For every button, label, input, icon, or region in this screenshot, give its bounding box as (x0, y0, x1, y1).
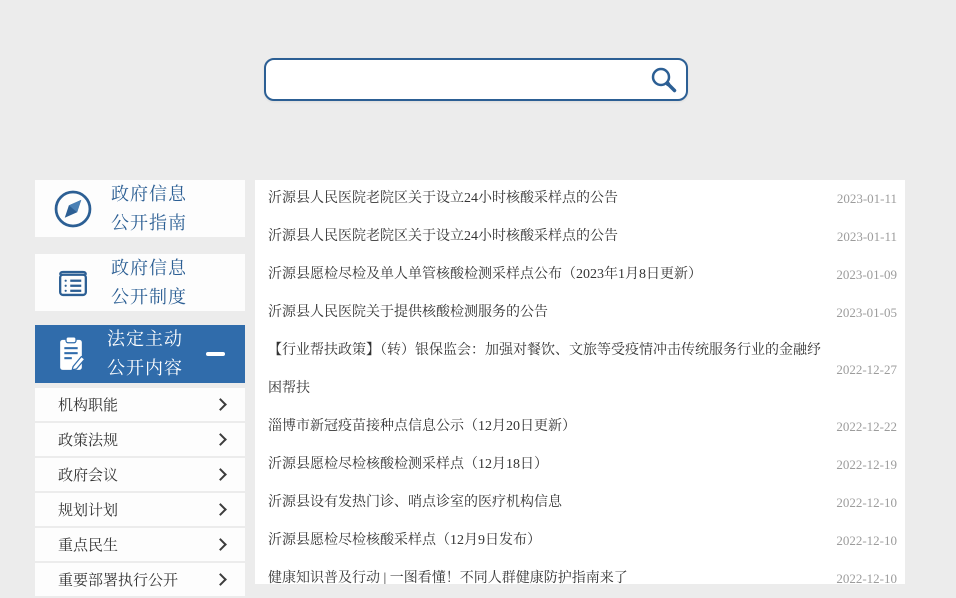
news-row (255, 294, 905, 332)
chevron-right-icon (214, 433, 227, 446)
news-title-link[interactable]: 健康知识普及行动 | 一图看懂！不同人群健康防护指南来了 (268, 571, 628, 584)
sidebar (35, 180, 245, 598)
sidebar-submenu-item[interactable] (35, 388, 245, 421)
news-date: 2023-01-05 (836, 305, 897, 320)
sidebar-submenu (35, 388, 245, 596)
news-row (255, 522, 905, 560)
sidebar-item-statutory-disclosure[interactable] (35, 325, 245, 383)
news-date: 2022-12-19 (836, 457, 897, 472)
news-row (255, 446, 905, 484)
sidebar-submenu-label: 政策法规 (58, 433, 119, 449)
search-button[interactable] (640, 60, 686, 99)
news-date: 2023-01-11 (836, 229, 897, 244)
news-date: 2022-12-22 (836, 419, 897, 434)
news-title-link[interactable]: 沂源县人民医院关于提供核酸检测服务的公告 (268, 305, 548, 320)
sidebar-submenu-item[interactable] (35, 528, 245, 561)
news-row (255, 408, 905, 446)
news-date: 2023-01-11 (836, 191, 897, 206)
sidebar-submenu-label: 重要部署执行公开 (58, 573, 179, 589)
news-date: 2022-12-10 (836, 571, 897, 584)
news-date: 2023-01-09 (836, 267, 897, 282)
compass-icon (51, 187, 95, 231)
sidebar-submenu-item[interactable] (35, 493, 245, 526)
sidebar-submenu-item[interactable] (35, 563, 245, 596)
news-row (255, 218, 905, 256)
news-date: 2022-12-10 (836, 495, 897, 510)
search-bar (264, 58, 688, 101)
sidebar-submenu-item[interactable] (35, 458, 245, 491)
news-title-link[interactable]: 沂源县愿检尽检及单人单管核酸检测采样点公布（2023年1月8日更新） (268, 267, 702, 282)
news-title-link[interactable]: 沂源县人民医院老院区关于设立24小时核酸采样点的公告 (268, 229, 618, 244)
news-date: 2022-12-27 (836, 362, 897, 377)
news-title-link[interactable]: 沂源县人民医院老院区关于设立24小时核酸采样点的公告 (268, 191, 618, 206)
news-row (255, 484, 905, 522)
news-title-link[interactable]: 沂源县设有发热门诊、哨点诊室的医疗机构信息 (268, 495, 562, 510)
sidebar-submenu-label: 规划计划 (58, 503, 119, 519)
sidebar-item-label: 政府信息 公开指南 (111, 183, 187, 233)
news-panel (255, 180, 905, 584)
news-row (255, 180, 905, 218)
sidebar-item-label: 法定主动 公开内容 (107, 329, 183, 378)
sidebar-submenu-label: 机构职能 (58, 398, 119, 414)
clipboard-pencil-icon (51, 334, 91, 374)
collapse-minus-icon (206, 352, 225, 356)
news-row (255, 332, 905, 408)
sidebar-submenu-label: 重点民生 (58, 538, 119, 554)
sidebar-item-open-system[interactable] (35, 254, 245, 311)
news-date: 2022-12-10 (836, 533, 897, 548)
news-title-link[interactable]: 沂源县愿检尽检核酸检测采样点（12月18日） (268, 457, 548, 472)
sidebar-submenu-label: 政府会议 (58, 468, 119, 484)
search-input[interactable] (266, 60, 640, 99)
chevron-right-icon (214, 468, 227, 481)
news-title-link[interactable]: 淄博市新冠疫苗接种点信息公示（12月20日更新） (268, 419, 576, 434)
search-icon (648, 65, 678, 95)
news-row (255, 560, 905, 584)
news-row (255, 256, 905, 294)
news-title-link[interactable]: 沂源县愿检尽检核酸采样点（12月9日发布） (268, 533, 541, 548)
chevron-right-icon (214, 503, 227, 516)
document-icon (51, 261, 95, 305)
chevron-right-icon (214, 538, 227, 551)
sidebar-item-label: 政府信息 公开制度 (111, 257, 187, 307)
chevron-right-icon (214, 398, 227, 411)
news-title-link[interactable]: 【行业帮扶政策】（转）银保监会：加强对餐饮、文旅等受疫情冲击传统服务行业的金融纾困帮扶 (268, 343, 821, 396)
sidebar-submenu-item[interactable] (35, 423, 245, 456)
sidebar-item-open-guide[interactable] (35, 180, 245, 237)
